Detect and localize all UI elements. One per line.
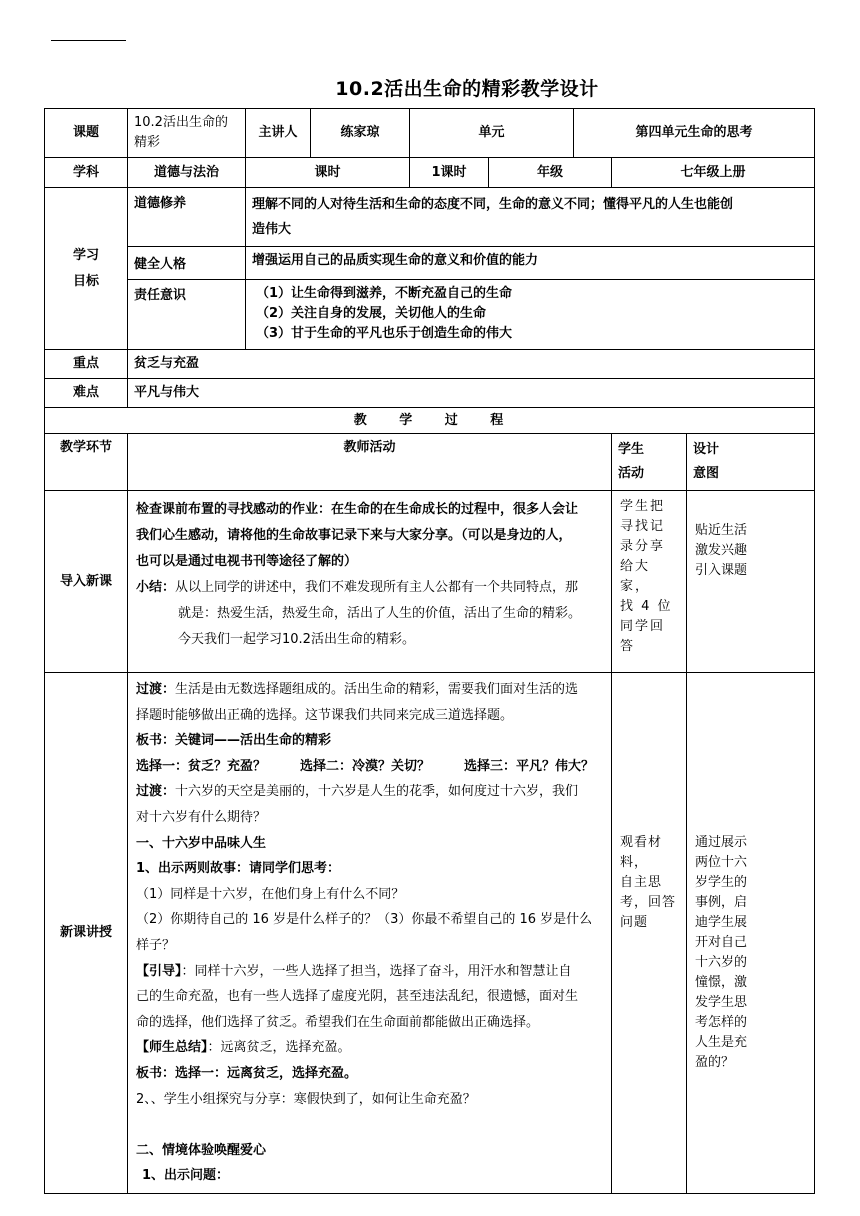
lesson-plan-table — [44, 108, 815, 1194]
goals-label: 学习 目标 — [45, 188, 128, 350]
grade-label: 年级 — [489, 158, 612, 188]
process-title: 教 学 过 程 — [45, 408, 815, 434]
grade-value: 七年级上册 — [612, 158, 815, 188]
col-teacher-header: 教师活动 — [128, 434, 612, 491]
goal-text: 理解不同的人对待生活和生命的态度不同，生命的意义不同；懂得平凡的人生也能创 造伟大 — [246, 188, 815, 247]
hours-label: 课时 — [246, 158, 410, 188]
subject-label: 学科 — [45, 158, 128, 188]
topic-label: 课题 — [45, 109, 128, 158]
intro-teacher-activity: 检查课前布置的寻找感动的作业：在生命的在生命成长的过程中，很多人会让 我们心生感动，请将他的生命故事记录下来与大家分享。（可以是身边的人， 也可以是通过电视书刊等途径了解的） 小结：从以上同学的讲述中，我们不难发现所有主人公都有一个共同特点，那 就是：热爱生活，热爱生命，活出了人生的价值，活出了生命的精彩。 今天我们一起学习10.2活出生命的精彩。 — [128, 491, 612, 673]
lecturer-value: 练家琼 — [311, 109, 410, 158]
newlesson-teacher-activity: 过渡：生活是由无数选择题组成的。活出生命的精彩，需要我们面对生活的选 择题时能够做出正确的选择。这节课我们共同来完成三道选择题。 板书：关键词——活出生命的精彩 选择一：贫乏？充盈？ 选择二：冷漠？关切？ 选择三：平凡？伟大？ 过渡：十六岁的天空是美丽的，十六岁是人生的花季，如何度过十六岁，我们 对十六岁有什么期待？ 一、十六岁中品味人生 1、出示两则故事：请同学们思考： （1）同样是十六岁，在他们身上有什么不同？ （2）你期待自己的 16 岁是什么样子的？（3）你最不希望自己的 16 岁是什么 样子？ 【引导】：同样十六岁，一些人选择了担当，选择了奋斗，用汗水和智慧让自 己的生命充盈，也有一些人选择了虚度光阴，甚至违法乱纪，很遗憾，面对生 命的选择，他们选择了贫乏。希望我们在生命面前都能做出正确选择。 【师生总结】：远离贫乏，选择充盈。 板书：选择一：远离贫乏，选择充盈。 2、、学生小组探究与分享：寒假快到了，如何让生命充盈？ 二、情境体验唤醒爱心 1、出示问题： — [128, 673, 612, 1194]
header-rule — [51, 40, 126, 41]
lecturer-label: 主讲人 — [246, 109, 311, 158]
goal-text: 增强运用自己的品质实现生命的意义和价值的能力 — [246, 247, 815, 280]
col-design-header: 设计 意图 — [687, 434, 815, 491]
page-title: 10.2活出生命的精彩教学设计 — [335, 78, 599, 100]
hours-value: 1课时 — [410, 158, 489, 188]
goal-name: 责任意识 — [128, 280, 246, 350]
unit-value: 第四单元生命的思考 — [574, 109, 815, 158]
topic-value: 10.2活出生命的精彩 — [128, 109, 246, 158]
goal-name: 健全人格 — [128, 247, 246, 280]
intro-design-intent: 贴近生活 激发兴趣 引入课题 — [687, 491, 815, 673]
newlesson-stage: 新课讲授 — [45, 673, 128, 1194]
goal-name: 道德修养 — [128, 188, 246, 247]
keypoint-value: 贫乏与充盈 — [128, 350, 815, 379]
intro-student-activity: 学生把 寻找记 录分享 给大家， 找 4 位 同学回 答 — [612, 491, 687, 673]
keypoint-label: 重点 — [45, 350, 128, 379]
col-student-header: 学生 活动 — [612, 434, 687, 491]
intro-stage: 导入新课 — [45, 491, 128, 673]
unit-label: 单元 — [410, 109, 574, 158]
col-stage-header: 教学环节 — [45, 434, 128, 491]
difficulty-value: 平凡与伟大 — [128, 379, 815, 408]
newlesson-design-intent: 通过展示 两位十六 岁学生的 事例，启 迪学生展 开对自己 十六岁的 憧憬，激 发学生思 考怎样的 人生是充 盈的？ — [687, 673, 815, 1194]
goal-text: （1）让生命得到滋养，不断充盈自己的生命 （2）关注自身的发展，关切他人的生命 （3）甘于生命的平凡也乐于创造生命的伟大 — [246, 280, 815, 350]
subject-value: 道德与法治 — [128, 158, 246, 188]
difficulty-label: 难点 — [45, 379, 128, 408]
newlesson-student-activity: 观看材 料， 自主思 考，回答 问题 — [612, 673, 687, 1194]
